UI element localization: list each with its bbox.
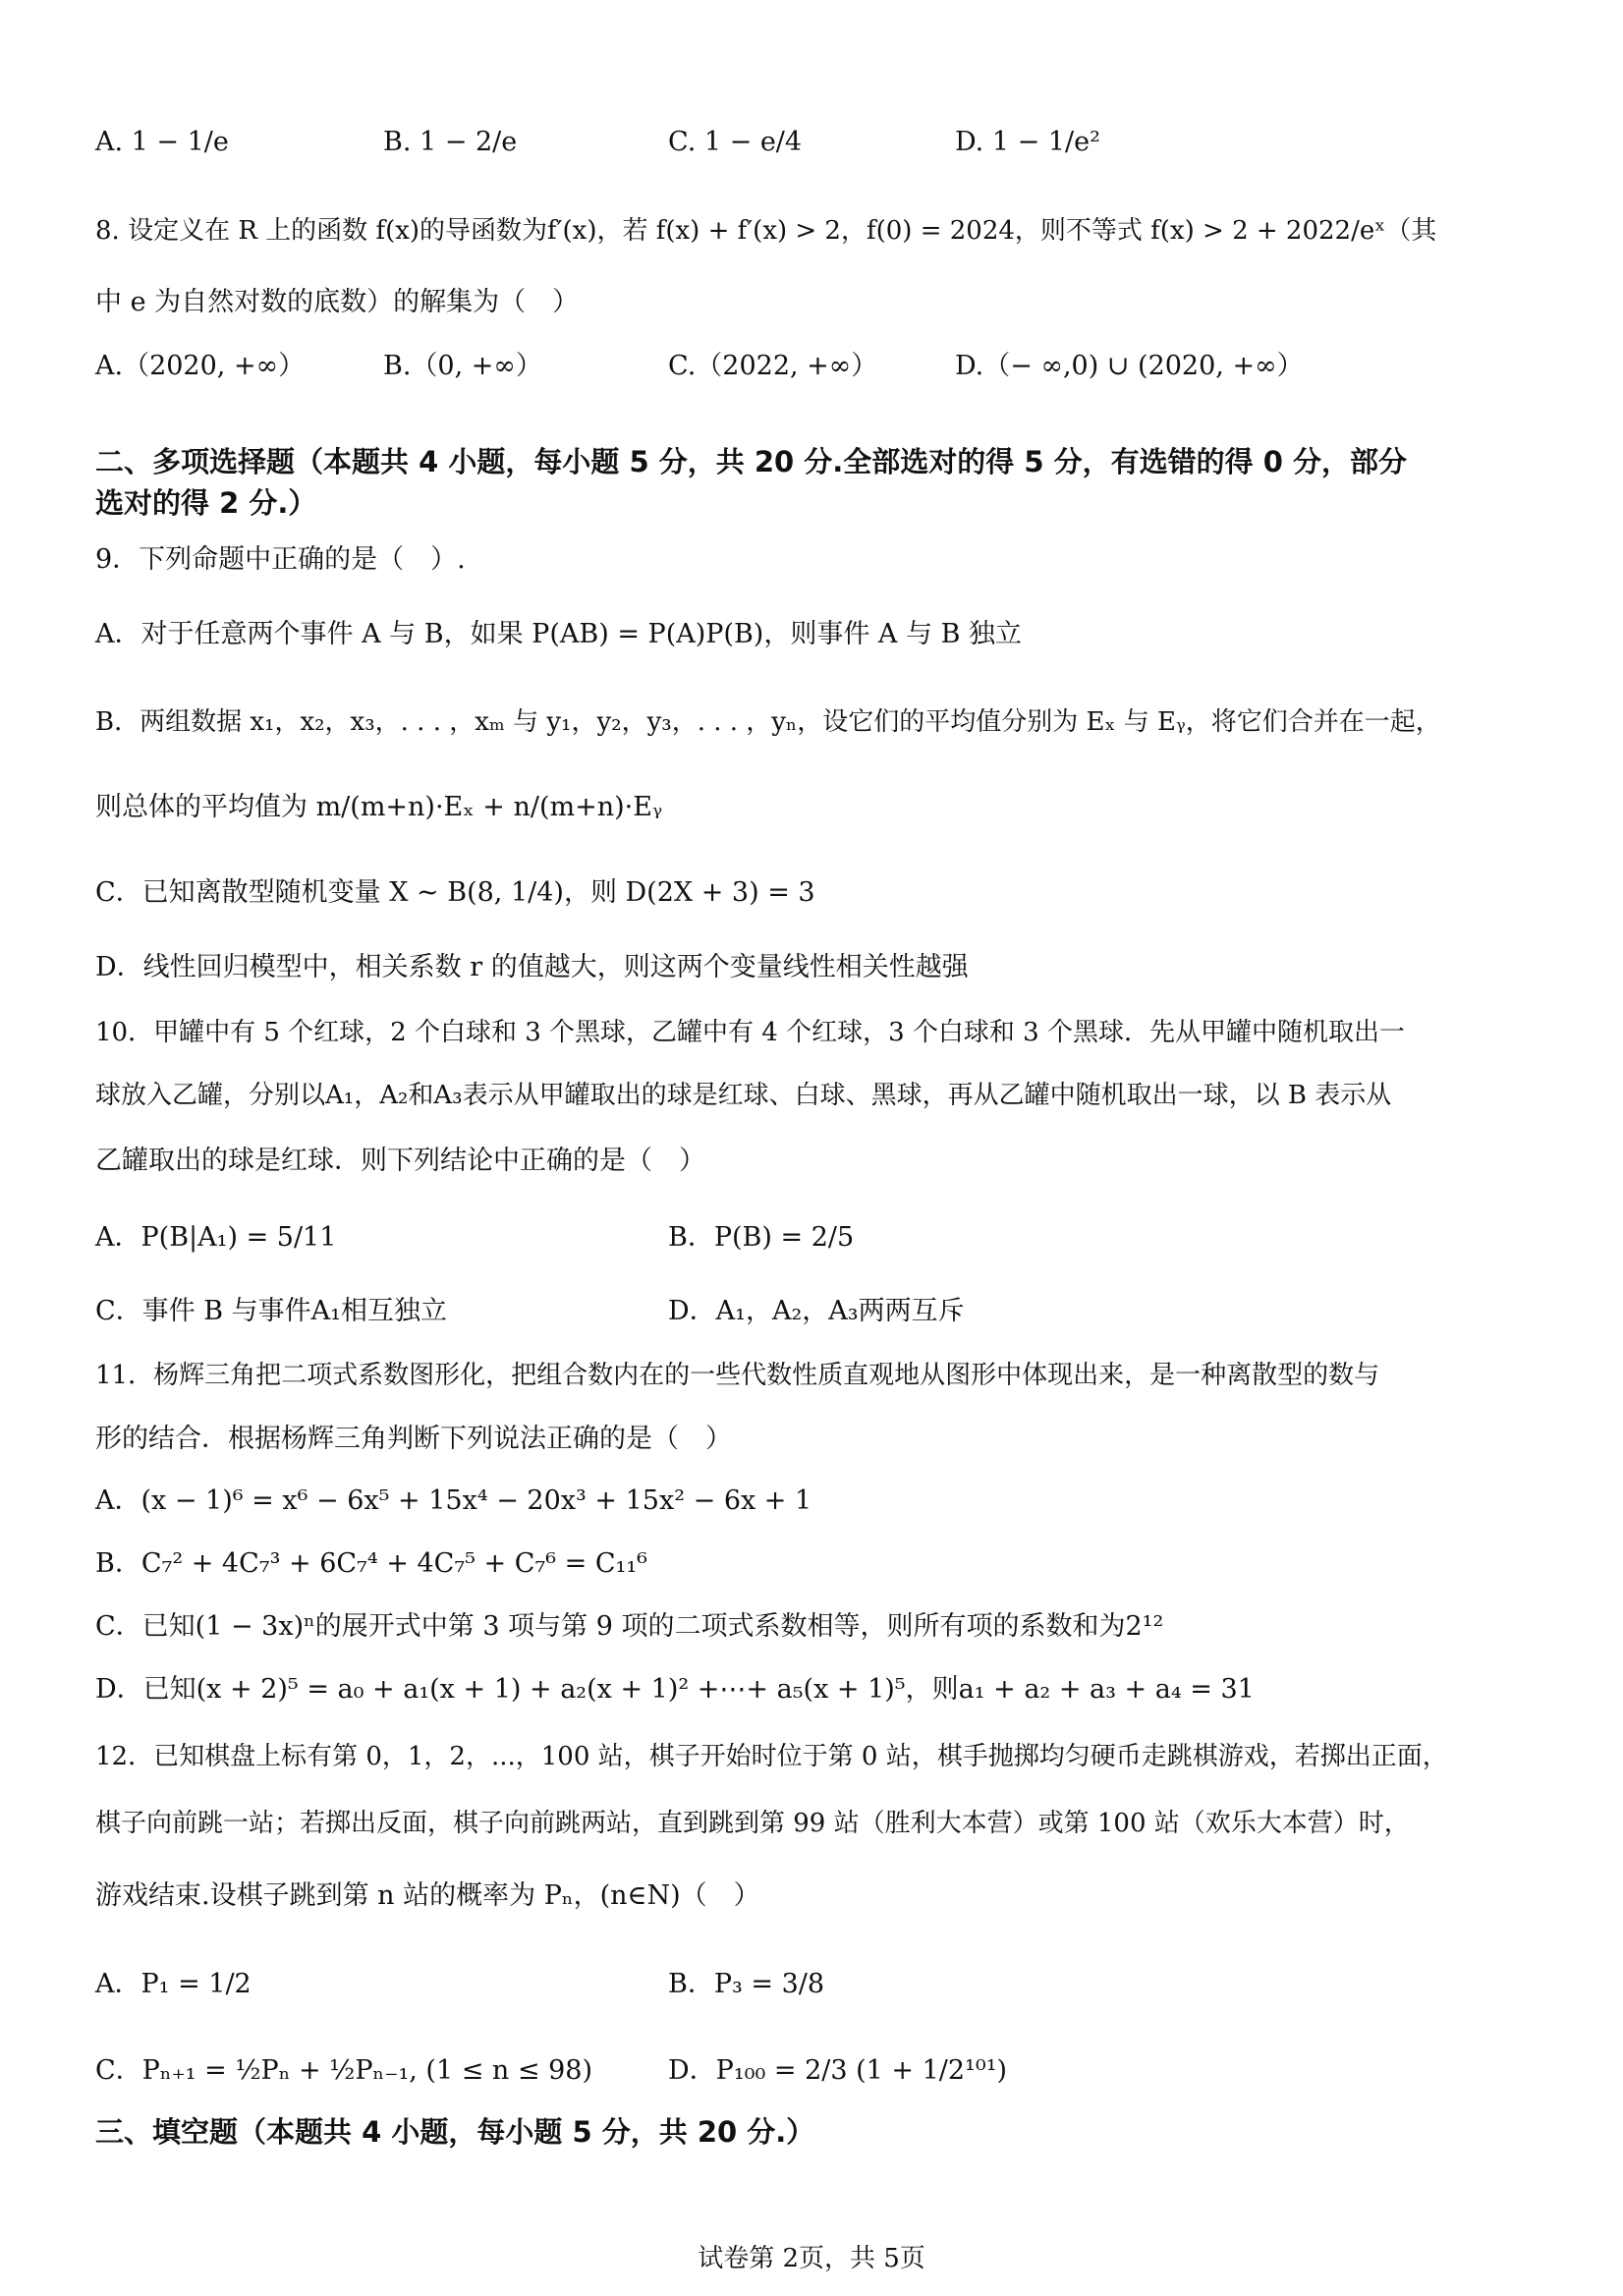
q12-option-d: D．P₁₀₀ = 2/3 (1 + 1/2¹⁰¹) — [668, 2055, 1008, 2086]
q8-line2: 中 e 为自然对数的底数）的解集为（ ） — [95, 287, 580, 317]
q12-option-b: B．P₃ = 3/8 — [668, 1969, 825, 1999]
q10-option-d: D．A₁，A₂，A₃两两互斥 — [668, 1296, 965, 1326]
q9-stem: 9．下列命题中正确的是（ ）. — [95, 544, 466, 575]
q9-option-b-line2: 则总体的平均值为 m/(m+n)·Eₓ + n/(m+n)·Eᵧ — [95, 792, 663, 822]
q10-option-a: A．P(B|A₁) = 5/11 — [95, 1222, 337, 1253]
prev-option-a: A. 1 − 1/e — [95, 127, 229, 157]
q8-line1: 8. 设定义在 R 上的函数 f(x)的导函数为f′(x)，若 f(x) + f′(x) > 2，f(0) = 2024，则不等式 f(x) > 2 + 2022/eˣ（其 — [95, 216, 1437, 246]
q11-option-b: B．C₇² + 4C₇³ + 6C₇⁴ + 4C₇⁵ + C₇⁶ = C₁₁⁶ — [95, 1548, 647, 1579]
q12-option-a: A．P₁ = 1/2 — [95, 1969, 252, 1999]
q11-line1: 11．杨辉三角把二项式系数图形化，把组合数内在的一些代数性质直观地从图形中体现出来，是一种离散型的数与 — [95, 1361, 1380, 1390]
prev-option-b: B. 1 − 2/e — [383, 127, 518, 157]
q11-option-a: A．(x − 1)⁶ = x⁶ − 6x⁵ + 15x⁴ − 20x³ + 15x² − 6x + 1 — [95, 1485, 812, 1516]
prev-option-d: D. 1 − 1/e² — [955, 127, 1100, 157]
q10-option-b: B．P(B) = 2/5 — [668, 1222, 855, 1253]
q12-option-c: C．Pₙ₊₁ = ½Pₙ + ½Pₙ₋₁, (1 ≤ n ≤ 98) — [95, 2055, 592, 2086]
page-footer: 试卷第 2页，共 5页 — [698, 2244, 925, 2273]
section2-heading-line1: 二、多项选择题（本题共 4 小题，每小题 5 分，共 20 分.全部选对的得 5 分，有选错的得 0 分，部分 — [95, 445, 1408, 478]
q10-line3: 乙罐取出的球是红球．则下列结论中正确的是（ ） — [95, 1146, 705, 1176]
q12-line2: 棋子向前跳一站；若掷出反面，棋子向前跳两站，直到跳到第 99 站（胜利大本营）或第 100 站（欢乐大本营）时， — [95, 1809, 1410, 1838]
q8-option-b: B.（0, +∞） — [383, 351, 542, 381]
q12-line3: 游戏结束.设棋子跳到第 n 站的概率为 Pₙ，(n∈N)（ ） — [95, 1880, 760, 1911]
q11-option-c: C．已知(1 − 3x)ⁿ的展开式中第 3 项与第 9 项的二项式系数相等，则所有项的系数和为2¹² — [95, 1611, 1164, 1642]
q8-option-d: D.（− ∞,0) ∪ (2020, +∞） — [955, 351, 1304, 381]
q9-option-c: C．已知离散型随机变量 X ~ B(8, 1/4)，则 D(2X + 3) = 3 — [95, 877, 815, 908]
q10-line2: 球放入乙罐，分别以A₁，A₂和A₃表示从甲罐取出的球是红球、白球、黑球，再从乙罐中随机取出一球，以 B 表示从 — [95, 1081, 1392, 1110]
q9-option-a: A．对于任意两个事件 A 与 B，如果 P(AB) = P(A)P(B)，则事件 A 与 B 独立 — [95, 619, 1023, 649]
q12-line1: 12．已知棋盘上标有第 0，1，2，...，100 站，棋子开始时位于第 0 站，棋手抛掷均匀硬币走跳棋游戏，若掷出正面， — [95, 1742, 1448, 1771]
q9-option-b-line1: B．两组数据 x₁，x₂，x₃，. . . ，xₘ 与 y₁，y₂，y₃，. . . ，yₙ，设它们的平均值分别为 Eₓ 与 Eᵧ，将它们合并在一起， — [95, 707, 1441, 737]
q8-option-a: A.（2020, +∞） — [95, 351, 306, 381]
q10-line1: 10．甲罐中有 5 个红球，2 个白球和 3 个黑球，乙罐中有 4 个红球，3 个白球和 3 个黑球．先从甲罐中随机取出一 — [95, 1018, 1405, 1047]
prev-option-c: C. 1 − e/4 — [668, 127, 803, 157]
q9-option-d: D．线性回归模型中，相关系数 r 的值越大，则这两个变量线性相关性越强 — [95, 952, 969, 982]
q11-option-d: D．已知(x + 2)⁵ = a₀ + a₁(x + 1) + a₂(x + 1)² +⋯+ a₅(x + 1)⁵，则a₁ + a₂ + a₃ + a₄ = 31 — [95, 1674, 1255, 1705]
section2-heading-line2: 选对的得 2 分.） — [95, 486, 317, 520]
q11-line2: 形的结合．根据杨辉三角判断下列说法正确的是（ ） — [95, 1424, 732, 1454]
q10-option-c: C．事件 B 与事件A₁相互独立 — [95, 1296, 447, 1326]
q8-option-c: C.（2022, +∞） — [668, 351, 878, 381]
section3-heading: 三、填空题（本题共 4 小题，每小题 5 分，共 20 分.） — [95, 2115, 815, 2149]
